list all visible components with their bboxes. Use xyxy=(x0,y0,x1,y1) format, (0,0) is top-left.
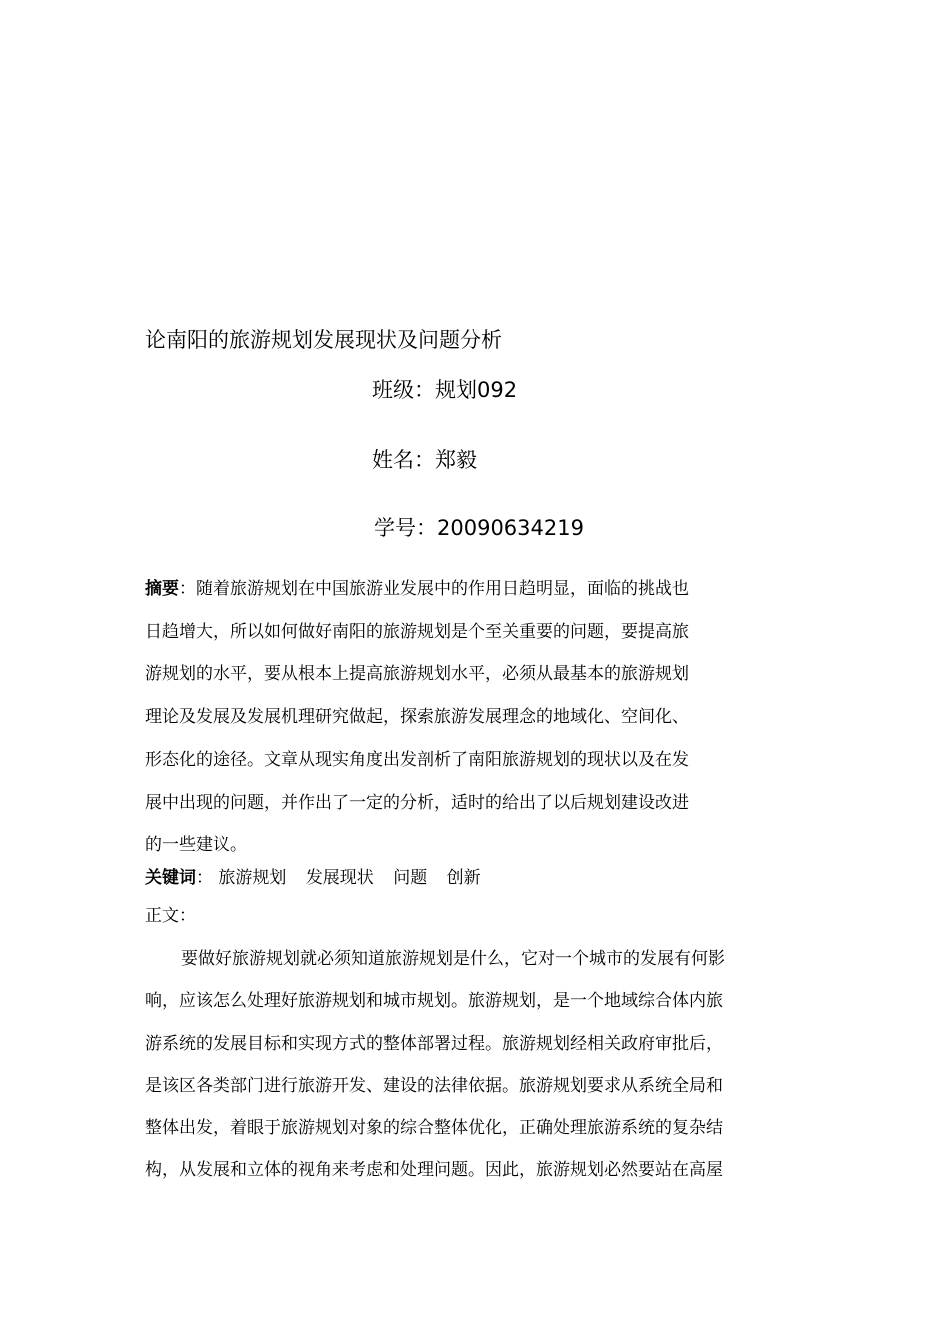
abstract-line: 形态化的途径。文章从现实角度出发剖析了南阳旅游规划的现状以及在发 xyxy=(145,749,689,770)
body-line: 要做好旅游规划就必须知道旅游规划是什么，它对一个城市的发展有何影 xyxy=(181,949,725,969)
student-id-line: 学号：20090634219 xyxy=(374,516,584,540)
abstract-text: 随着旅游规划在中国旅游业发展中的作用日趋明显，面临的挑战也 xyxy=(196,579,689,599)
body-line: 游系统的发展目标和实现方式的整体部署过程。旅游规划经相关政府审批后， xyxy=(145,1033,723,1054)
keyword: 创新 xyxy=(446,868,481,888)
body-line: 是该区各类部门进行旅游开发、建设的法律依据。旅游规划要求从系统全局和 xyxy=(145,1075,723,1096)
abstract-line: 理论及发展及发展机理研究做起，探索旅游发展理念的地域化、空间化、 xyxy=(145,707,689,728)
keywords-label: 关键词 xyxy=(145,868,196,888)
class-line: 班级：规划092 xyxy=(372,378,518,402)
abstract-line: 展中出现的问题，并作出了一定的分析，适时的给出了以后规划建设改进 xyxy=(145,792,689,813)
body-line: 响，应该怎么处理好旅游规划和城市规划。旅游规划，是一个地域综合体内旅 xyxy=(145,991,723,1012)
keyword: 旅游规划 xyxy=(218,868,287,888)
body-line: 构，从发展和立体的视角来考虑和处理问题。因此，旅游规划必然要站在高屋 xyxy=(145,1160,723,1181)
body-line: 整体出发，着眼于旅游规划对象的综合整体优化，正确处理旅游系统的复杂结 xyxy=(145,1118,723,1139)
keywords-colon: ： xyxy=(196,868,213,888)
keywords-line xyxy=(145,864,495,892)
body-label: 正文： xyxy=(145,906,196,926)
abstract-section xyxy=(145,568,770,867)
student-name-line: 姓名：郑毅 xyxy=(372,448,477,472)
abstract-label: 摘要 xyxy=(145,579,179,599)
abstract-line xyxy=(145,568,770,611)
abstract-line: 日趋增大，所以如何做好南阳的旅游规划是个至关重要的问题，要提高旅 xyxy=(145,621,689,642)
abstract-line: 的一些建议。 xyxy=(145,835,247,856)
abstract-line: 游规划的水平，要从根本上提高旅游规划水平，必须从最基本的旅游规划 xyxy=(145,664,689,685)
body-text xyxy=(145,938,805,1192)
keyword: 问题 xyxy=(393,868,428,888)
abstract-colon: ： xyxy=(179,579,196,599)
document-title: 论南阳的旅游规划发展现状及问题分析 xyxy=(145,328,502,352)
keyword: 发展现状 xyxy=(305,868,374,888)
